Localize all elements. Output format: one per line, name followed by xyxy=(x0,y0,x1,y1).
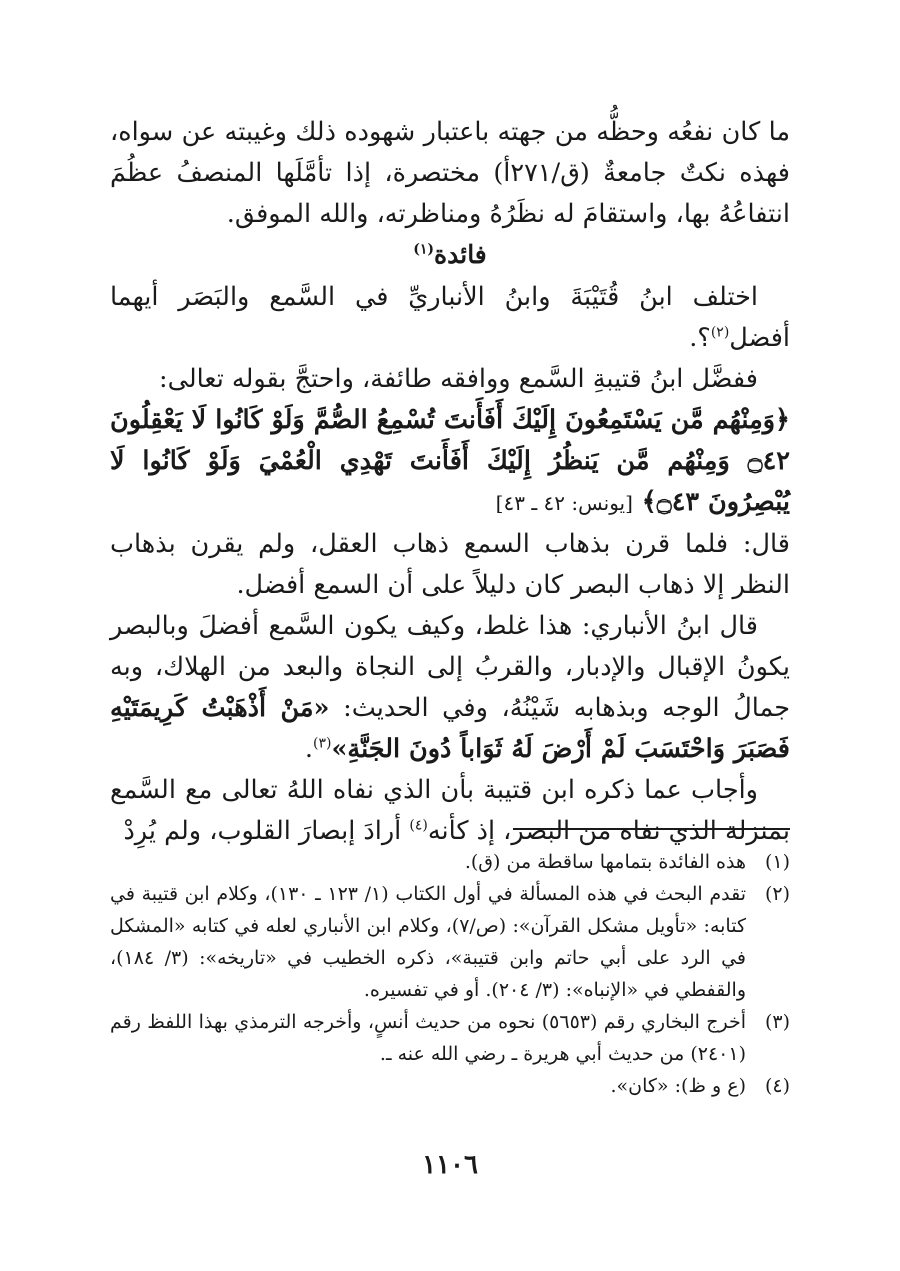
paragraph-3-text: ففضَّل ابنُ قتيبةِ السَّمع ووافقه طائفة، واحتجَّ بقوله تعالى: xyxy=(159,364,758,394)
paragraph-1-text: ما كان نفعُه وحظُّه من جهته باعتبار شهوده ذلك وغيبته عن سواه، فهذه نكتٌ جامعةٌ (ق/٢٧١أ) مختصرة، إذا تأمَّلَها المنصفُ عظُمَ انتفاعُهُ بها، واستقامَ له نظَرُهُ ومناظرته، والله الموفق. xyxy=(110,117,790,229)
hadith-quote: «مَنْ أَذْهَبْتُ كَرِيمَتَيْهِ فَصَبَرَ وَاحْتَسَبَ لَمْ أَرْضَ لَهُ ثَوَاباً دُونَ الجَنَّةِ» xyxy=(110,693,790,764)
footnote-ref-3[interactable]: (٣) xyxy=(313,735,332,752)
footnote-number: (١) xyxy=(764,851,790,873)
quran-reference: [يونس: ٤٢ ـ ٤٣] xyxy=(495,491,633,515)
footnotes xyxy=(110,846,790,1102)
paragraph-5 xyxy=(110,606,790,770)
paragraph-2 xyxy=(110,277,790,359)
footnote-3 xyxy=(110,1006,790,1070)
footnote-text: أخرج البخاري رقم (٥٦٥٣) نحوه من حديث أنسٍ، وأخرجه الترمذي بهذا اللفظ رقم (٢٤٠١) من حديث أبي هريرة ـ رضي الله عنه ـ. xyxy=(110,1011,746,1065)
paragraph-3 xyxy=(110,359,790,400)
heading-text: فائدة xyxy=(434,240,487,269)
footnote-ref-4[interactable]: (٤) xyxy=(409,817,428,834)
page-number: ١١٠٦ xyxy=(422,1150,478,1180)
paragraph-5-text: قال ابنُ الأنباري: هذا غلط، وكيف يكون السَّمع أفضلَ وبالبصر يكونُ الإقبال والإدبار، والقربُ إلى النجاة والبعد من الهلاك، وبه جمالُ الوجه وبذهابه شَيْنُهُ، وفي الحديث: xyxy=(110,611,791,723)
footnote-ref-2[interactable]: (٢) xyxy=(710,324,730,341)
paragraph-2-text: اختلف ابنُ قُتَيْبَةَ وابنُ الأنباريِّ في السَّمع والبَصَر أيهما أفضل xyxy=(110,282,790,353)
footnote-number: (٣) xyxy=(764,1011,790,1033)
footnote-text: هذه الفائدة بتمامها ساقطة من (ق). xyxy=(464,851,746,873)
quran-verse xyxy=(110,400,790,524)
footnote-text: تقدم البحث في هذه المسألة في أول الكتاب (١/ ١٢٣ ـ ١٣٠)، وكلام ابن قتيبة في كتابه: «تأويل مشكل القرآن»: (ص/٧)، وكلام ابن الأنباري لعله في كتابه «المشكل في الرد على أبي حاتم وابن قتيبة»، ذكره الخطيب في «تاريخه»: (٣/ ١٨٤)، والقفطي في «الإنباه»: (٣/ ٢٠٤). أو في تفسيره. xyxy=(110,883,746,1001)
footnote-number: (٢) xyxy=(764,883,790,905)
paragraph-5-end: . xyxy=(304,734,314,764)
quran-verse-text: ﴿وَمِنْهُم مَّن يَسْتَمِعُونَ إِلَيْكَ أَفَأَنتَ تُسْمِعُ الصُّمَّ وَلَوْ كَانُوا لَا يَعْقِلُونَ ۝٤٢ وَمِنْهُم مَّن يَنظُرُ إِلَيْكَ أَفَأَنتَ تَهْدِي الْعُمْيَ وَلَوْ كَانُوا لَا يُبْصِرُونَ ۝٤٣﴾ xyxy=(110,405,790,517)
paragraph-4 xyxy=(110,524,790,606)
paragraph-2-end: ؟. xyxy=(689,323,711,353)
footnote-2 xyxy=(110,878,790,1006)
paragraph-6 xyxy=(110,770,790,852)
paragraph-6-text: وأجاب عما ذكره ابن قتيبة بأن الذي نفاه اللهُ تعالى مع السَّمع بمنزلة الذي نفاه من البصر، إذ كأنه xyxy=(110,775,790,846)
main-text xyxy=(110,112,790,852)
footnote-text: (ع و ظ): «كان». xyxy=(610,1075,746,1097)
section-heading xyxy=(110,237,790,273)
footnote-1 xyxy=(110,846,790,878)
footnote-separator xyxy=(513,828,790,830)
heading-footnote-ref[interactable]: (١) xyxy=(413,241,435,258)
paragraph-1 xyxy=(110,112,790,235)
footnote-4 xyxy=(110,1070,790,1102)
footnote-number: (٤) xyxy=(764,1075,790,1097)
paragraph-4-text: قال: فلما قرن بذهاب السمع ذهاب العقل، ولم يقرن بذهاب النظر إلا ذهاب البصر كان دليلاً على أن السمع أفضل. xyxy=(110,529,790,600)
paragraph-6-end: أرادَ إبصارَ القلوب، ولم يُرِدْ xyxy=(123,816,402,846)
